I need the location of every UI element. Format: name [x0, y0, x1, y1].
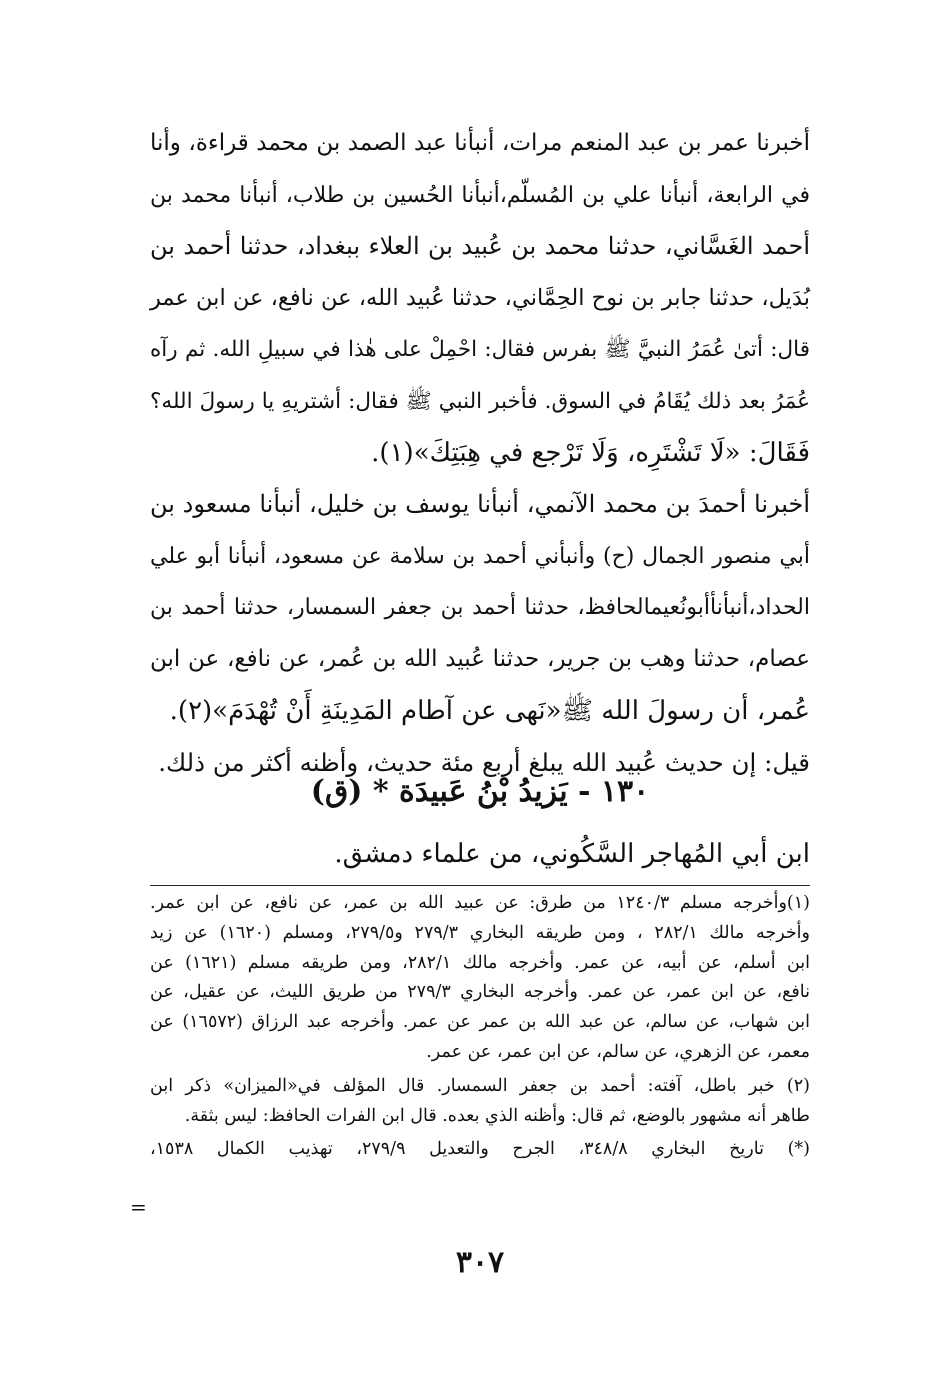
text-line: الحداد،أنبأنأأبونُعيمالحافظ، حدثنا أحمد بن جعفر السمسار، حدثنا أحمد بن — [150, 595, 810, 621]
footnote-1-line: نافع، عن ابن عمر، عن عمر. وأخرجه البخاري ٢٧٩/٣ من طريق الليث، عن عقيل، عن — [150, 982, 810, 1003]
footnote-1-line: معمر، عن الزهري، عن سالم، عن ابن عمر، عن عمر. — [426, 1041, 810, 1062]
entry-bio: ابن أبي المُهاجر السَّكُوني، من علماء دمشق. — [334, 839, 810, 869]
text-line: قال: أتىٰ عُمَرُ النبيَّ ﷺ بفرس فقال: احْمِلْ على هٰذا في سبيلِ الله. ثم رآه — [150, 337, 810, 363]
footnote-2-line: طاهر أنه مشهور بالوضع، ثم قال: وأظنه الذي بعده. قال ابن الفرات الحافظ: ليس بثقة. — [184, 1105, 810, 1126]
entry-heading: ١٣٠ - يَزيدُ بْنُ عَبيدَة * (ق) — [310, 774, 650, 809]
text-line: بُدَيل، حدثنا جابر بن نوح الحِمَّاني، حدثنا عُبيد الله، عن نافع، عن ابن عمر — [150, 284, 810, 311]
text-line: عُمر، أن رسولَ الله ﷺ«نَهى عن آطام المَدِينَةِ أَنْ تُهْدَمَ»(٢). — [169, 695, 810, 726]
text-line: أحمد الغَسَّاني، حدثنا محمد بن عُبيد بن العلاء ببغداد، حدثنا أحمد بن — [150, 232, 810, 261]
footnote-1-line: (١)وأخرجه مسلم ١٢٤٠/٣ من طرق: عن عبيد الله بن عمر، عن نافع، عن ابن عمر. — [150, 893, 810, 913]
footnote-1-line: وأخرجه مالك ٢٨٢/١ ، ومن طريقه البخاري ٢٧٩/٣ و٢٧٩/٥، ومسلم (١٦٢٠) عن زيد — [150, 922, 810, 943]
continuation-mark: = — [130, 1195, 147, 1219]
footnotes — [150, 889, 810, 1165]
main-text — [150, 118, 810, 789]
footnote-star-line: (*) تاريخ البخاري ٣٤٨/٨، الجرح والتعديل ٢٧٩/٩، تهذيب الكمال ١٥٣٨، — [150, 1139, 810, 1160]
text-line: أبي منصور الجمال (ح) وأنبأني أحمد بن سلامة عن مسعود، أنبأنا أبو علي — [150, 543, 810, 569]
footnote-1-line: ابن أسلم، عن أبيه، عن عمر. وأخرجه مالك ٢٨٢/١، ومن طريقه مسلم (١٦٢١) عن — [150, 952, 810, 973]
text-line: عُمَرُ بعد ذلك يُقَامُ في السوق. فأخبر النبي ﷺ فقال: أشتريهِ يا رسولَ الله؟ — [150, 388, 810, 414]
text-line: في الرابعة، أنبأنا علي بن المُسلّم،أنبأنا الحُسين بن طلاب، أنبأنا محمد بن — [150, 182, 810, 208]
page-number: ٣٠٧ — [455, 1245, 505, 1280]
text-line: قيل: إن حديث عُبيد الله يبلغ أربع مئة حديث، وأظنه أكثر من ذلك. — [158, 748, 810, 778]
text-line: فَقَالَ: «لَا تَشْتَرِه، وَلَا تَرْجع في هِبَتِكَ»(١). — [371, 437, 810, 468]
text-line: أخبرنا عمر بن عبد المنعم مرات، أنبأنا عبد الصمد بن محمد قراءة، وأنا — [150, 130, 810, 156]
text-line: أخبرنا أحمدَ بن محمد الآنمي، أنبأنا يوسف بن خليل، أنبأنا مسعود بن — [150, 490, 810, 519]
footnote-divider — [150, 885, 810, 886]
text-line: عصام، حدثنا وهب بن جرير، حدثنا عُبيد الله بن عُمر، عن نافع، عن ابن — [150, 645, 810, 672]
footnote-2-line: (٢) خبر باطل، آفته: أحمد بن جعفر السمسار. قال المؤلف في«الميزان» ذكر ابن — [150, 1075, 810, 1096]
footnote-1-line: ابن شهاب، عن سالم، عن عبد الله بن عمر عن عمر. وأخرجه عبد الرزاق (١٦٥٧٢) عن — [150, 1012, 810, 1033]
